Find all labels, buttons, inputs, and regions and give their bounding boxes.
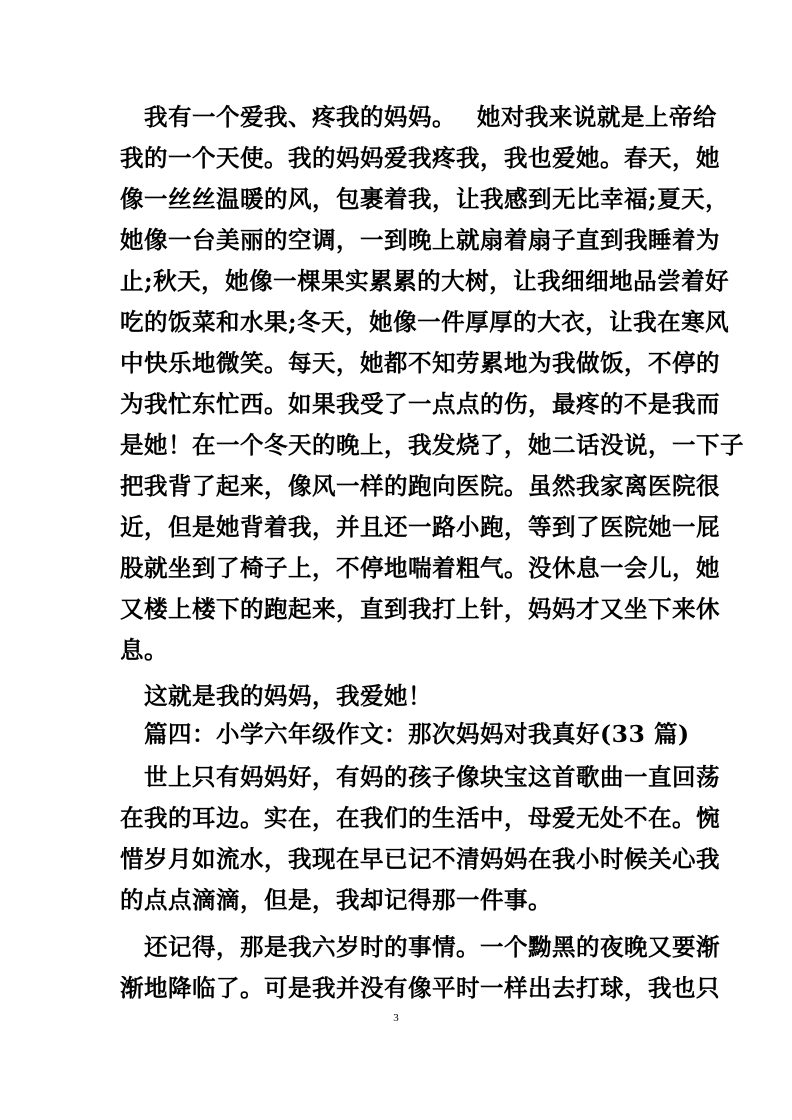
text-line: 还记得，那是我六岁时的事情。一个黝黑的夜晚又要渐: [120, 933, 720, 961]
text-line: 渐地降临了。可是我并没有像平时一样出去打球，我也只: [120, 974, 720, 1002]
text-line: 是她！在一个冬天的晚上，我发烧了，她二话没说，一下子: [120, 431, 744, 459]
text-line: 股就坐到了椅子上，不停地喘着粗气。没休息一会儿，她: [120, 554, 720, 582]
text-line: 近，但是她背着我，并且还一路小跑，等到了医院她一屁: [120, 513, 720, 541]
text-line: 吃的饭菜和水果;冬天，她像一件厚厚的大衣，让我在寒风: [120, 308, 730, 336]
text-line: 又楼上楼下的跑起来，直到我打上针，妈妈才又坐下来休: [120, 595, 720, 623]
text-line: 像一丝丝温暖的风，包裹着我，让我感到无比幸福;夏天，: [120, 185, 730, 213]
text-line: 中快乐地微笑。每天，她都不知劳累地为我做饭，不停的: [120, 349, 720, 377]
text-line: 惜岁月如流水，我现在早已记不清妈妈在我小时候关心我: [120, 845, 720, 873]
text-line: 为我忙东忙西。如果我受了一点点的伤，最疼的不是我而: [120, 390, 720, 418]
page-number: 3: [393, 1012, 399, 1024]
text-line: 世上只有妈妈好，有妈的孩子像块宝这首歌曲一直回荡: [120, 763, 720, 791]
text-line: 她像一台美丽的空调，一到晚上就扇着扇子直到我睡着为: [120, 226, 720, 254]
text-line: 在我的耳边。实在，在我们的生活中，母爱无处不在。惋: [120, 804, 720, 832]
text-line: 息。: [120, 636, 168, 664]
text-line: 的点点滴滴，但是，我却记得那一件事。: [120, 886, 552, 914]
text-line: 我有一个爱我、疼我的妈妈。 她对我来说就是上帝给: [120, 103, 717, 131]
section-heading: 篇四：小学六年级作文：那次妈妈对我真好(33 篇): [120, 720, 690, 748]
text-line: 把我背了起来，像风一样的跑向医院。虽然我家离医院很: [120, 472, 720, 500]
text-line: 这就是我的妈妈，我爱她！: [120, 682, 432, 710]
text-line: 止;秋天，她像一棵果实累累的大树，让我细细地品尝着好: [120, 267, 730, 295]
text-line: 我的一个天使。我的妈妈爱我疼我，我也爱她。春天，她: [120, 144, 720, 172]
